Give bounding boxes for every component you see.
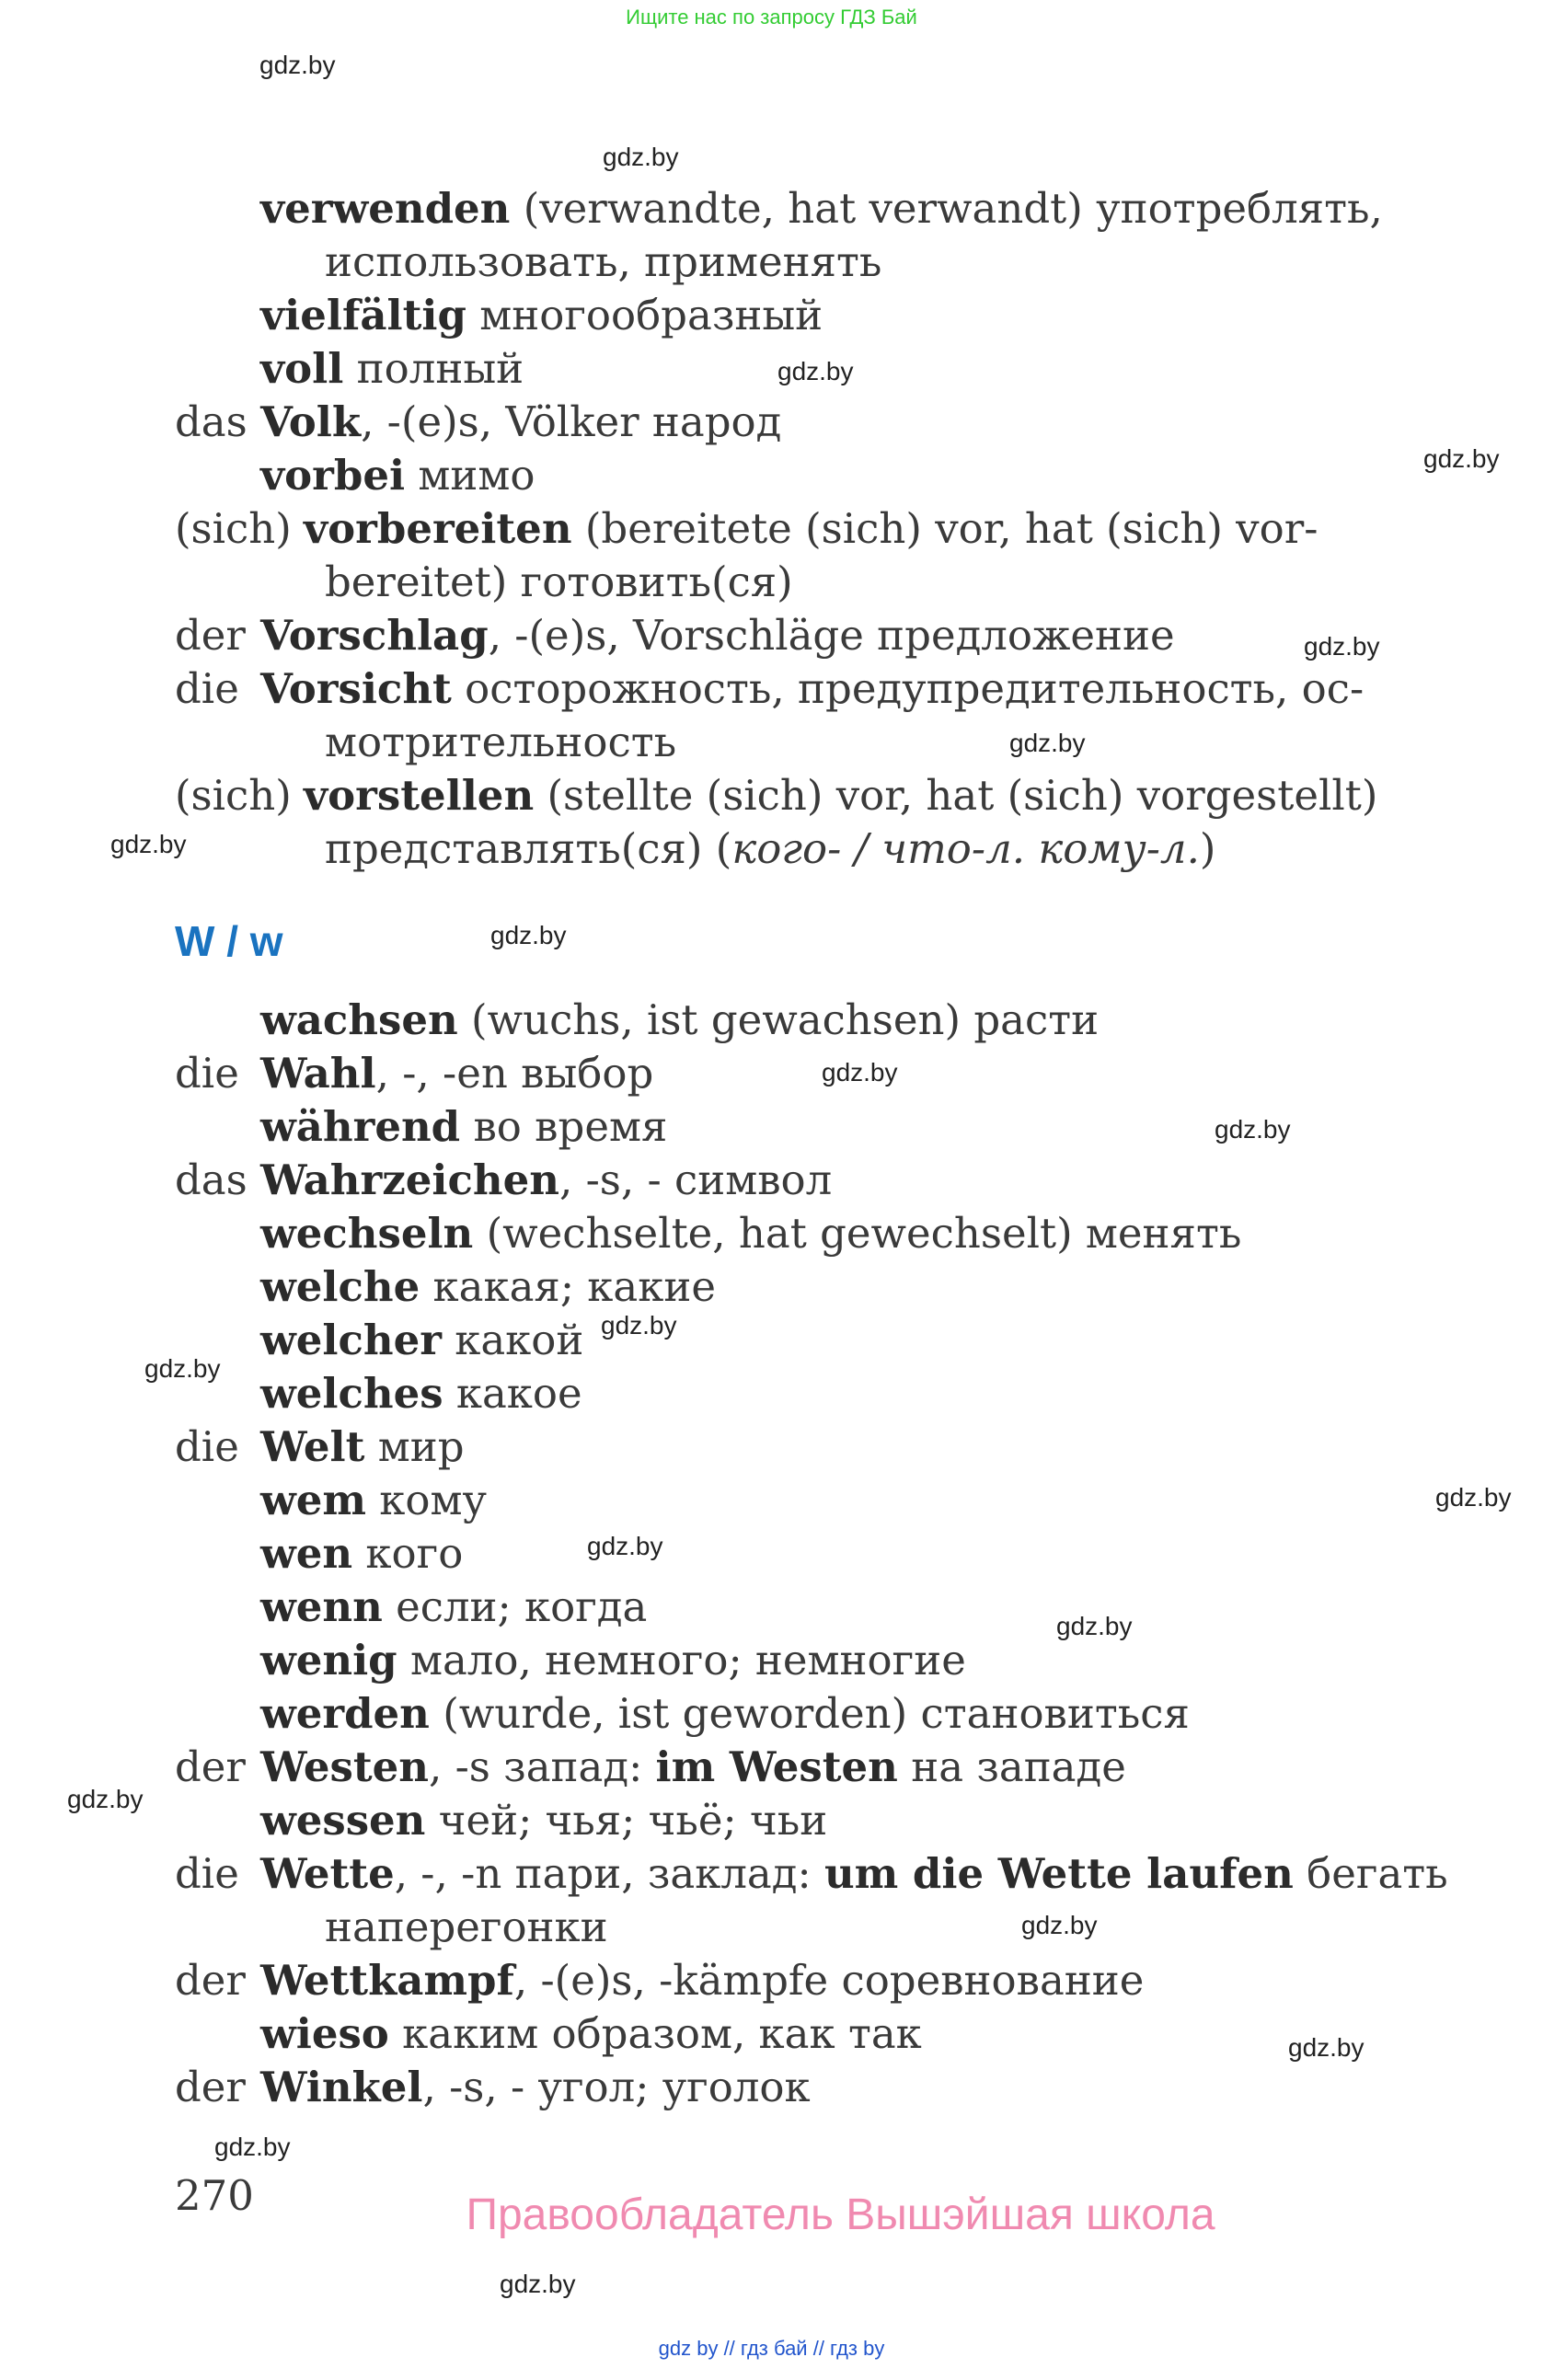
- entry-definition: , -, -en выбор: [375, 1049, 654, 1098]
- entry-headword: während: [260, 1102, 461, 1151]
- entry-definition: многообразный: [466, 291, 823, 339]
- entry-headword: Wahrzeichen: [260, 1156, 559, 1204]
- watermark: gdz.by: [1423, 444, 1500, 473]
- entry-definition: если; когда: [382, 1582, 648, 1631]
- entry-article: der: [175, 1742, 246, 1791]
- entry-article: die: [175, 1049, 239, 1098]
- entry-headword: wenn: [260, 1582, 383, 1631]
- watermark: gdz.by: [214, 2133, 291, 2161]
- entry-headword: Vorsicht: [260, 664, 452, 713]
- watermark: gdz.by: [144, 1354, 221, 1383]
- entry-definition: , -s, - символ: [558, 1156, 833, 1204]
- entry-definition: , -s запад: im Westen на западе: [428, 1742, 1126, 1791]
- entry-definition: каким образом, как так: [388, 2009, 922, 2058]
- footer-links: gdz by // гдз бай // гдз by: [658, 2337, 885, 2360]
- entry-headword: verwenden: [260, 184, 511, 233]
- watermark: gdz.by: [110, 830, 187, 858]
- entry-definition: осторожность, предупредительность, ос-: [451, 664, 1365, 713]
- entry-definition: , -, -n пари, заклад: um die Wette laufen бегать: [394, 1849, 1448, 1898]
- entry-definition: какое: [443, 1369, 582, 1418]
- entry-headword: welches: [260, 1369, 443, 1418]
- entry-definition: чей; чья; чьё; чьи: [425, 1796, 828, 1845]
- watermark: gdz.by: [1435, 1483, 1512, 1512]
- entry-continuation: мотрительность: [325, 718, 677, 766]
- entry-definition: (verwandte, hat verwandt) употреблять,: [510, 184, 1383, 233]
- entry-definition: (stellte (sich) vor, hat (sich) vorgestellt): [534, 771, 1378, 820]
- entry-definition: полный: [343, 344, 524, 393]
- entry-headword: wen: [260, 1529, 353, 1578]
- watermark: gdz.by: [1215, 1115, 1291, 1144]
- entry-article: (sich): [175, 504, 292, 553]
- entry-headword: Wette: [260, 1849, 395, 1898]
- entry-definition: (wuchs, ist gewachsen) расти: [457, 995, 1100, 1044]
- entry-article: die: [175, 1422, 239, 1471]
- top-banner: Ищите нас по запросу ГДЗ Бай: [626, 6, 917, 29]
- page-number: 270: [175, 2171, 254, 2220]
- entry-article: die: [175, 664, 239, 713]
- entry-article: die: [175, 1849, 239, 1898]
- entry-definition: какая; какие: [420, 1262, 716, 1311]
- entry-headword: wieso: [260, 2009, 389, 2058]
- entry-article: das: [175, 397, 248, 446]
- copyright-notice: Правообладатель Вышэйшая школа: [466, 2190, 1215, 2239]
- entry-headword: wessen: [260, 1796, 426, 1845]
- entry-definition: мало, немного; немногие: [397, 1636, 966, 1684]
- entry-headword: Welt: [260, 1422, 365, 1471]
- watermark: gdz.by: [822, 1058, 898, 1087]
- entry-definition: , -(e)s, Völker народ: [361, 397, 782, 446]
- entry-article: der: [175, 2063, 246, 2111]
- entry-headword: voll: [260, 344, 344, 393]
- entry-article: der: [175, 611, 246, 660]
- watermark: gdz.by: [601, 1311, 677, 1339]
- entry-definition: во время: [460, 1102, 668, 1151]
- entry-definition: кому: [365, 1476, 487, 1524]
- section-heading: W / w: [175, 917, 283, 965]
- entry-continuation: представлять(ся) (кого- / что-л. кому-л.): [325, 824, 1216, 873]
- entry-headword: Wettkampf: [260, 1956, 514, 2005]
- watermark: gdz.by: [1021, 1911, 1098, 1939]
- watermark: gdz.by: [777, 357, 854, 385]
- watermark: gdz.by: [587, 1532, 663, 1560]
- entry-headword: wechseln: [260, 1209, 474, 1258]
- watermark: gdz.by: [500, 2270, 576, 2298]
- entry-headword: wem: [260, 1476, 366, 1524]
- watermark: gdz.by: [259, 51, 336, 79]
- entry-definition: мир: [364, 1422, 465, 1471]
- watermark: gdz.by: [1009, 729, 1086, 757]
- entry-definition: кого: [352, 1529, 464, 1578]
- entry-headword: Volk: [260, 397, 362, 446]
- entry-headword: Westen: [260, 1742, 429, 1791]
- entry-headword: welche: [260, 1262, 420, 1311]
- entry-definition: (bereitete (sich) vor, hat (sich) vor-: [571, 504, 1318, 553]
- entry-article: (sich): [175, 771, 292, 820]
- entry-headword: welcher: [260, 1316, 442, 1364]
- watermark: gdz.by: [67, 1785, 144, 1813]
- entry-headword: vielfältig: [260, 291, 466, 339]
- watermark: gdz.by: [490, 921, 567, 949]
- entry-headword: wenig: [260, 1636, 397, 1684]
- entry-headword: wachsen: [260, 995, 458, 1044]
- entry-headword: vorbei: [260, 451, 406, 500]
- entry-headword: vorbereiten: [304, 504, 572, 553]
- watermark: gdz.by: [1056, 1612, 1133, 1640]
- entry-continuation: bereitet) готовить(ся): [325, 558, 793, 606]
- entry-definition: , -(e)s, -kämpfe соревнование: [513, 1956, 1145, 2005]
- entry-article: der: [175, 1956, 246, 2005]
- entry-headword: vorstellen: [304, 771, 535, 820]
- watermark: gdz.by: [603, 143, 679, 171]
- entry-continuation: наперегонки: [325, 1903, 608, 1951]
- entry-definition: , -(e)s, Vorschläge предложение: [488, 611, 1175, 660]
- entry-definition: (wechselte, hat gewechselt) менять: [473, 1209, 1242, 1258]
- entry-definition: мимо: [405, 451, 535, 500]
- entry-headword: Wahl: [260, 1049, 376, 1098]
- watermark: gdz.by: [1288, 2033, 1365, 2062]
- watermark: gdz.by: [1304, 632, 1380, 661]
- entry-headword: werden: [260, 1689, 430, 1738]
- entry-definition: какой: [441, 1316, 584, 1364]
- entry-definition: (wurde, ist geworden) становиться: [429, 1689, 1190, 1738]
- entry-continuation: использовать, применять: [325, 237, 882, 286]
- entry-article: das: [175, 1156, 248, 1204]
- entry-headword: Winkel: [260, 2063, 423, 2111]
- entry-definition: , -s, - угол; уголок: [422, 2063, 811, 2111]
- entry-headword: Vorschlag: [260, 611, 489, 660]
